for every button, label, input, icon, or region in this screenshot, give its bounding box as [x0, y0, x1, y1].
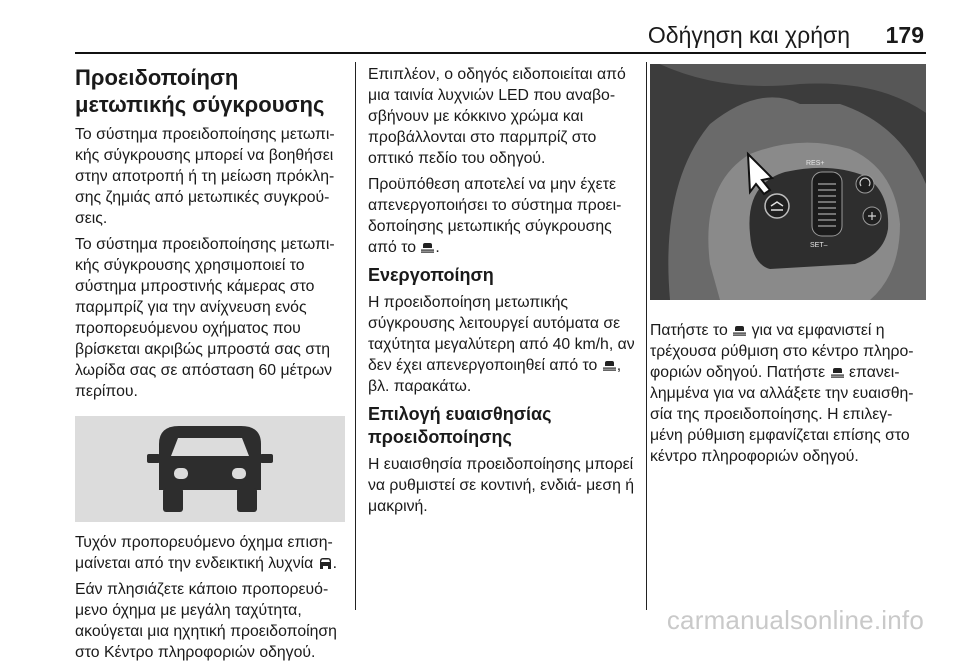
paragraph: Τυχόν προπορευόμενο όχημα επιση- μαίνεται από την ενδεικτική λυχνία .: [75, 534, 338, 572]
distance-car-icon: [420, 241, 435, 253]
paragraph: Προϋπόθεση αποτελεί να μην έχετε απενεργοποιήσει το σύστημα προει- δοποίησης μετωπικής σύγκρουσης από το .: [368, 176, 622, 256]
paragraph: [650, 320, 926, 467]
paragraph: Η προειδοποίηση μετωπικής σύγκρουσης λειτουργεί αυτόματα σε ταχύτητα μεγαλύτερη από 40 km/h, αν δεν έχει απενεργοποιηθεί από το , βλ. παρακάτω.: [368, 294, 635, 395]
paragraph-text: επανει- λημμένα για να αλλάξετε την ευαισθη- σία της προειδοποίησης. Η επιλεγ- μένη ρύθμιση εμφανίζεται επίσης στο κέντρο πληροφοριών οδηγού.: [650, 364, 914, 465]
collision-alert-button: [765, 194, 789, 218]
column-divider-2: [646, 62, 647, 610]
paragraph-text: Πατήστε το: [650, 322, 728, 339]
res-label: RES+: [806, 160, 825, 167]
paragraph-text: για να εμφανιστεί η τρέχουσα ρύθμιση στο κέντρο πληρο- φοριών οδηγού. Πατήστε: [650, 322, 914, 381]
section-heading-activation: Ενεργοποίηση: [368, 265, 494, 285]
column-divider-1: [355, 62, 356, 610]
paragraph: Επιπλέον, ο οδηγός ειδοποιείται από μια ταινία λυχνιών LED που αναβο- σβήνουν με κόκκινο χρώμα και προβάλλονται στο παρμπρίζ στο οπτικό πεδίο του οδηγού.: [368, 66, 626, 167]
paragraph: Η ευαισθησία προειδοποίησης μπορεί να ρυθμιστεί σε κοντινή, ενδιά- μεση ή μακρινή.: [368, 456, 635, 515]
vehicle-ahead-indicator-figure: [75, 416, 345, 522]
paragraph-text: Τυχόν προπορευόμενο όχημα επιση- μαίνεται από την ενδεικτική λυχνία: [75, 534, 333, 572]
section-heading-sensitivity: Επιλογή ευαισθησίας προειδοποίησης: [368, 404, 552, 447]
distance-car-icon: [830, 366, 845, 378]
column-2: [368, 64, 636, 522]
steering-wheel-controls-figure: [650, 64, 926, 300]
header-rule: [75, 52, 926, 54]
section-heading-forward-collision: Προειδοποίηση μετωπικής σύγκρουσης: [75, 65, 325, 117]
paragraph-text: βλ. παρακάτω.: [368, 378, 472, 395]
header-title: Οδήγηση και χρήση: [647, 22, 850, 48]
paragraph: Εάν πλησιάζετε κάποιο προπορευό- μενο όχημα με μεγάλη ταχύτητα, ακούγεται μια ηχητική προειδοποίηση στο Κέντρο πληροφοριών οδηγού.: [75, 581, 337, 661]
distance-car-icon: [602, 359, 617, 371]
paragraph-text: Προϋπόθεση αποτελεί να μην έχετε απενεργοποιήσει το σύστημα προει- δοποίησης μετωπικής σύγκρουσης από το: [368, 176, 622, 256]
paragraph-text: Η προειδοποίηση μετωπικής σύγκρουσης λειτουργεί αυτόματα σε ταχύτητα μεγαλύτερη από 40 km/h, αν δεν έχει απενεργοποιηθεί από το: [368, 294, 635, 374]
column-1: [75, 64, 345, 668]
car-front-icon: [318, 557, 333, 569]
paragraph: Το σύστημα προειδοποίησης μετωπι- κής σύγκρουσης χρησιμοποιεί το σύστημα μπροστινής κάμερας στο παρμπρίζ για την ανίχνευση ενός προπορευόμενου οχήματος που βρίσκεται ακριβώς μπροστά σας στη λωρίδα σας σε απόσταση 60 μέτρων περίπου.: [75, 236, 335, 400]
paragraph: Το σύστημα προειδοποίησης μετωπι- κής σύγκρουσης μπορεί να βοηθήσει στην αποτροπή ή τη μείωση πρόκλη- σης ζημιάς από μετωπικές συγκρού- σεις.: [75, 126, 335, 227]
column-3: [650, 64, 926, 472]
set-label: SET–: [810, 242, 828, 249]
page-number: 179: [885, 22, 924, 48]
distance-car-icon: [732, 324, 747, 336]
watermark: carmanualsonline.info: [666, 605, 924, 635]
